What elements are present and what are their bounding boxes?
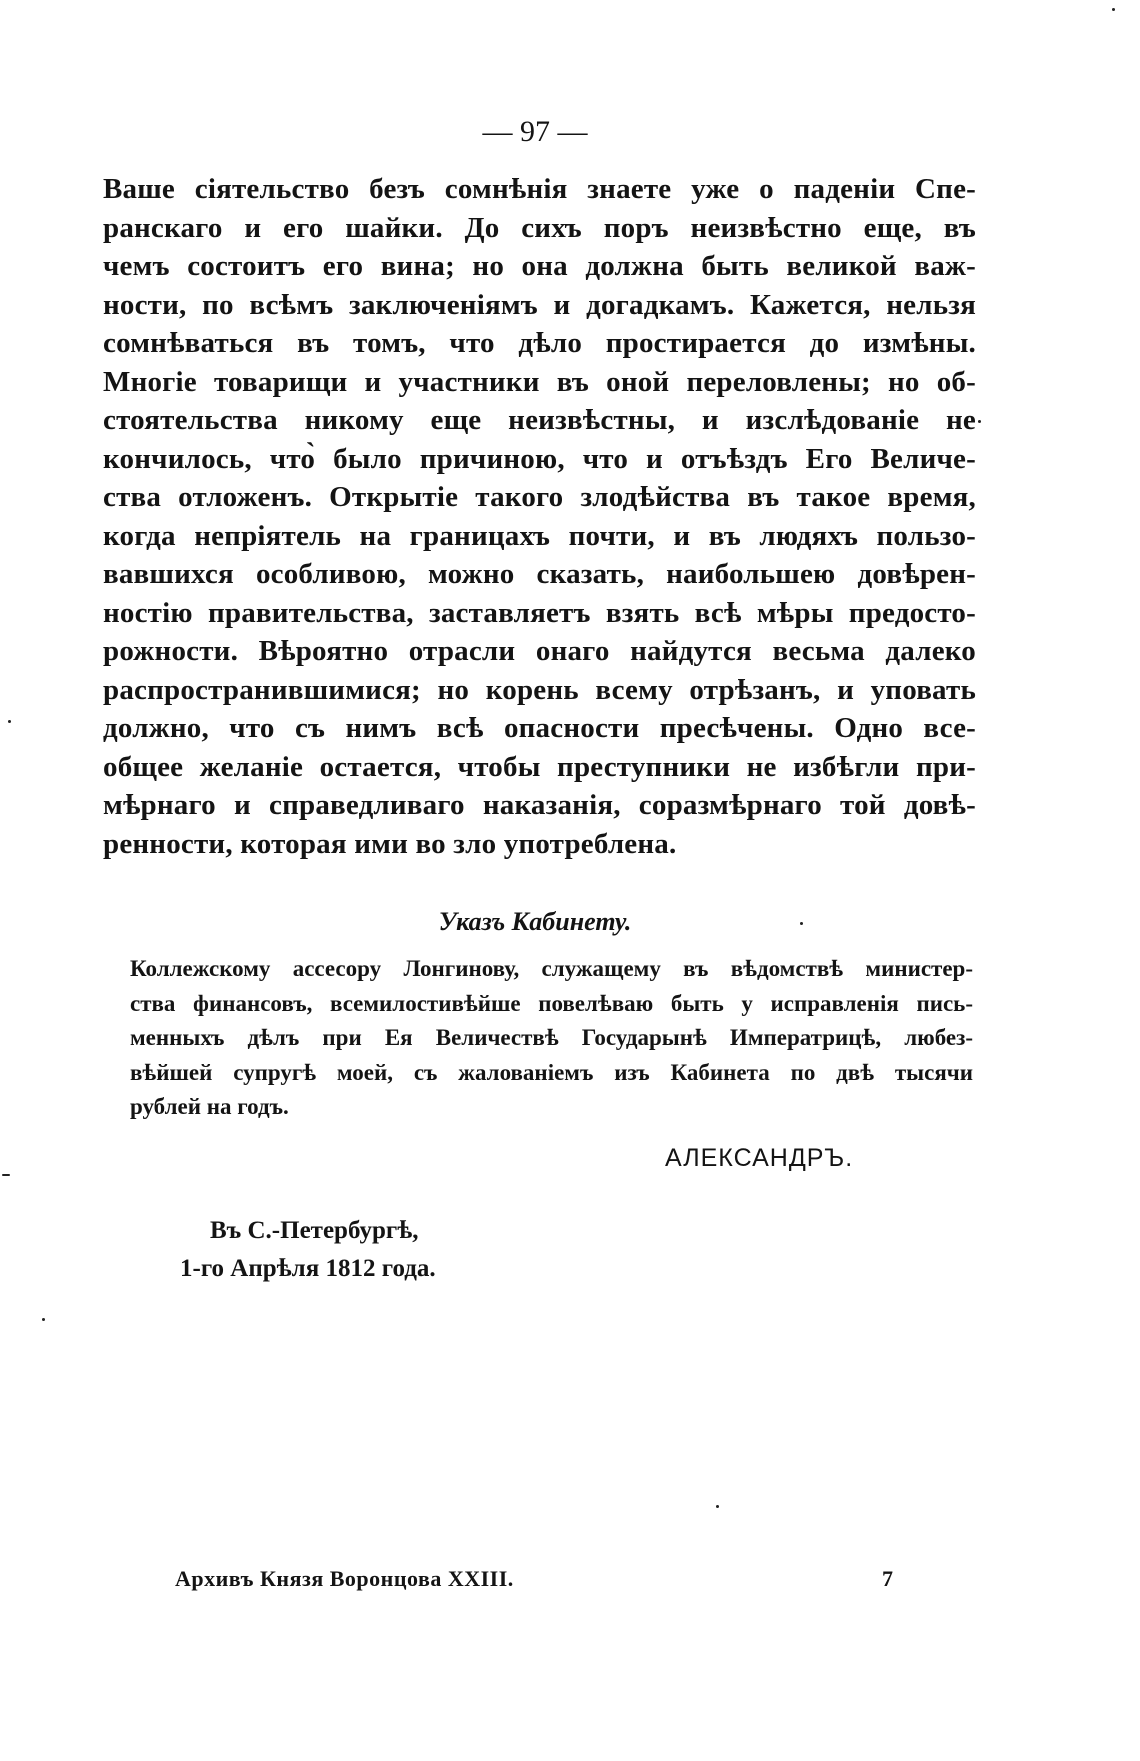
text-line: чемъ состоитъ его вина; но она должна быть великой важ-	[103, 250, 976, 282]
text-line: рожности. Вѣроятно отрасли онаго найдутся весьма далеко	[103, 635, 976, 667]
decree-line: рублей на годъ.	[130, 1094, 289, 1119]
text-line: кончилось, что̀ было причиною, что и отъѣздъ Его Величе-	[103, 442, 976, 475]
page-number: — 97 —	[482, 115, 588, 148]
scan-speck	[978, 420, 981, 423]
text-line: когда непріятель на границахъ почти, и въ людяхъ пользо-	[103, 519, 976, 552]
scan-speck	[1112, 8, 1115, 11]
text-line: мѣрнаго и справедливаго наказанія, соразмѣрнаго той довѣ-	[103, 789, 976, 821]
text-line: ранскаго и его шайки. До сихъ поръ неизвѣстно еще, въ	[103, 211, 976, 244]
scan-speck	[716, 1505, 719, 1508]
text-line: ностію правительства, заставляетъ взять всѣ мѣры предосто-	[103, 596, 976, 629]
text-line: ренности, которая ими во зло употреблена.	[103, 827, 677, 860]
decree-line: вѣйшей супругѣ моей, съ жалованіемъ изъ Кабинета по двѣ тысячи	[130, 1059, 973, 1085]
scan-speck	[42, 1318, 45, 1321]
scan-speck	[800, 922, 803, 925]
footer-archive-title: Архивъ Князя Воронцова XXIII.	[175, 1566, 514, 1591]
text-line: распространившимися; но корень всему отрѣзанъ, и уповать	[103, 673, 976, 706]
signature: АЛЕКСАНДРЪ.	[665, 1144, 854, 1172]
decree-line: Коллежскому ассесору Лонгинову, служащему въ вѣдомствѣ министер-	[130, 956, 973, 981]
place: Въ С.-Петербургѣ,	[210, 1217, 419, 1244]
text-line: сомнѣваться въ томъ, что дѣло простирается до измѣны.	[103, 327, 976, 359]
decree-heading: Указъ Кабинету.	[438, 907, 632, 936]
decree-line: менныхъ дѣлъ при Ея Величествѣ Государынѣ Императрицѣ, любез-	[130, 1025, 973, 1050]
text-line: стоятельства никому еще неизвѣстны, и изслѣдованіе не	[103, 404, 976, 436]
scan-speck	[8, 720, 11, 723]
text-line: ства отложенъ. Открытіе такого злодѣйства въ такое время,	[103, 481, 976, 513]
text-line: общее желаніе остается, чтобы преступники не избѣгли при-	[103, 750, 976, 783]
scan-speck	[2, 1174, 10, 1176]
decree-line: ства финансовъ, всемилостивѣйше повелѣваю быть у исправленія пись-	[130, 990, 973, 1016]
decree-body	[130, 952, 973, 1125]
footer-signature-mark: 7	[882, 1566, 893, 1591]
text-line: вавшихся особливою, можно сказать, наибольшею довѣрен-	[103, 558, 976, 590]
text-line: Ваше сіятельство безъ сомнѣнія знаете уже о паденіи Спе-	[103, 173, 976, 205]
text-line: ности, по всѣмъ заключеніямъ и догадкамъ. Кажется, нельзя	[103, 288, 976, 321]
text-line: должно, что съ нимъ всѣ опасности пресѣчены. Одно все-	[103, 712, 976, 744]
letter-body	[103, 170, 976, 863]
text-line: Многіе товарищи и участники въ оной переловлены; но об-	[103, 365, 976, 398]
date: 1-го Апрѣля 1812 года.	[180, 1255, 436, 1282]
place-date	[180, 1212, 436, 1288]
